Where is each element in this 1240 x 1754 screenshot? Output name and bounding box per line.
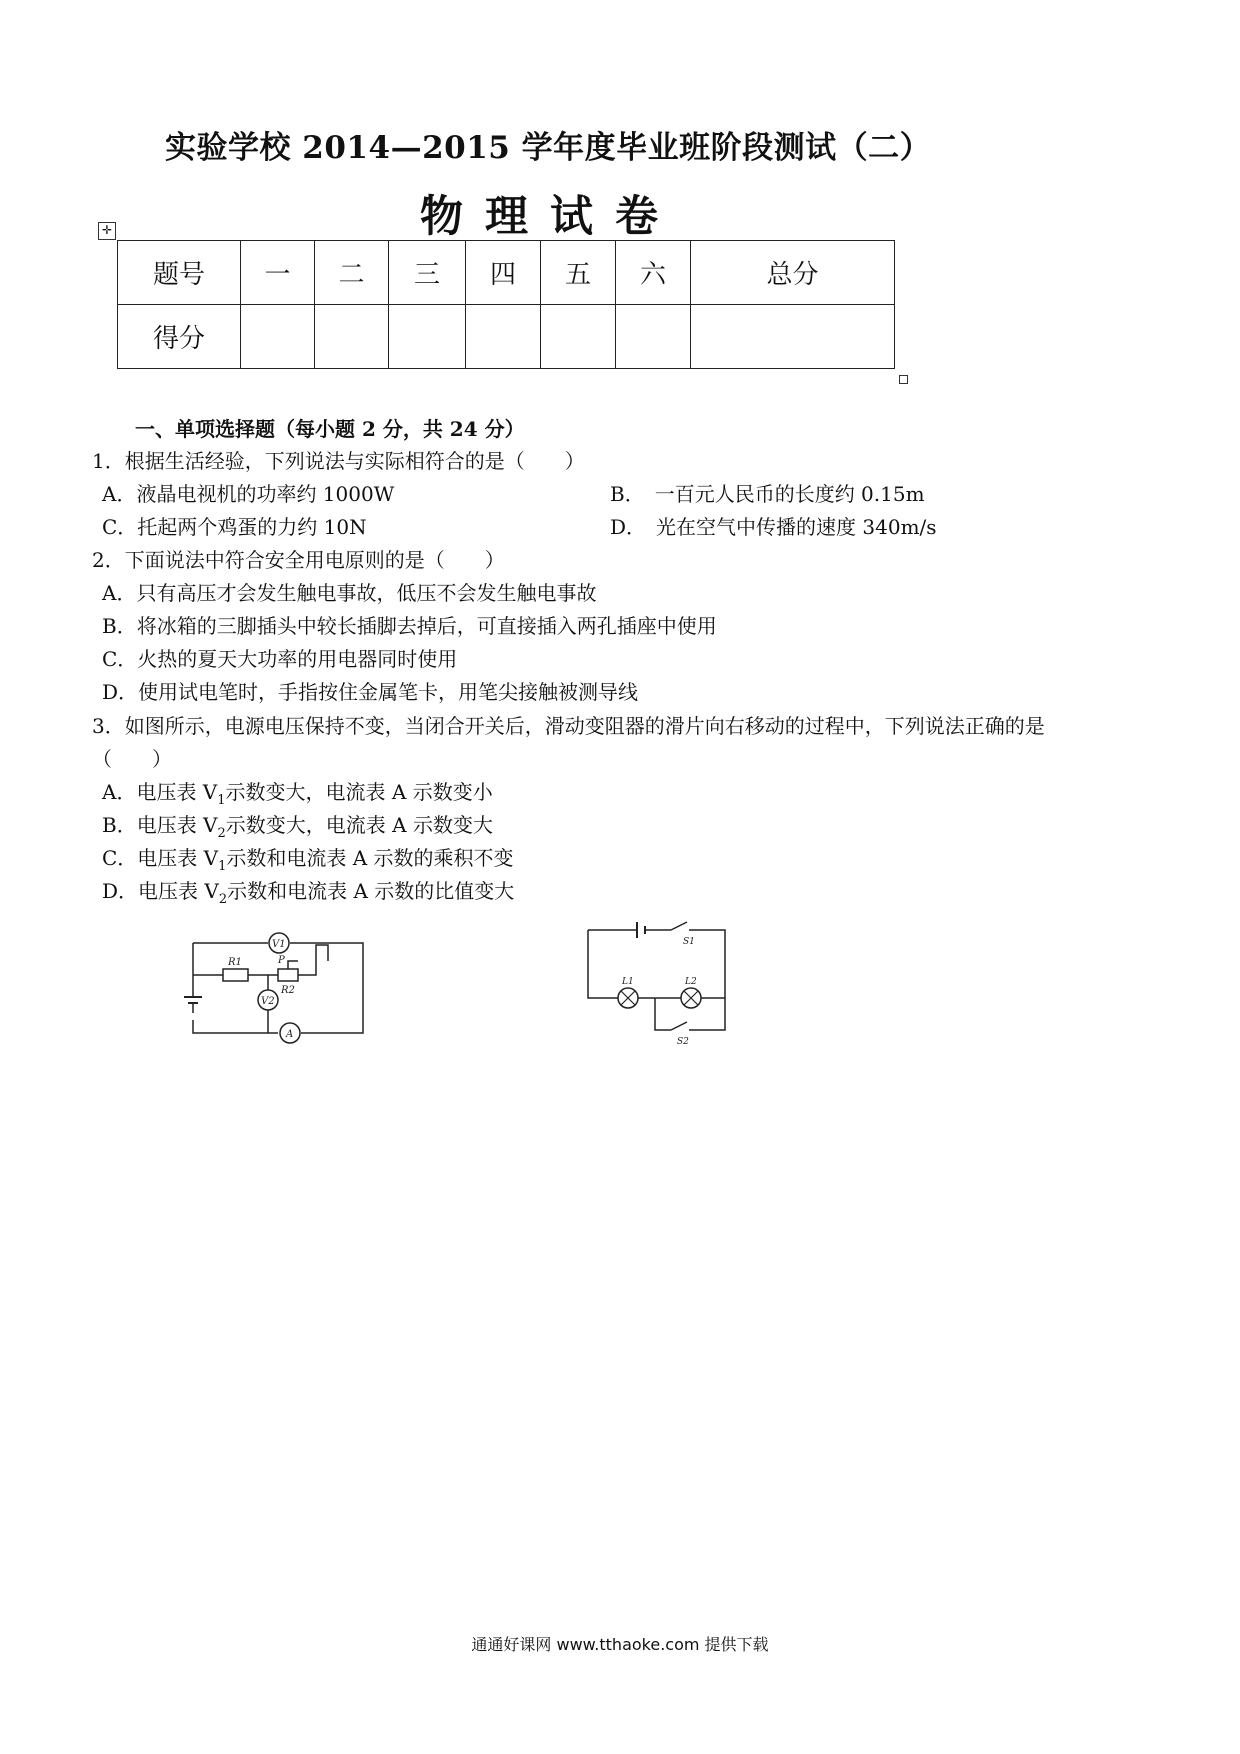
footer-source: 通通好课网 www.tthaoke.com 提供下载 xyxy=(471,1635,769,1654)
score-table-column-header: 五 xyxy=(541,241,616,305)
score-table-row-label: 得分 xyxy=(118,305,241,369)
table-move-handle-icon[interactable]: ✛ xyxy=(98,222,116,240)
circuit2-s2-label: S2 xyxy=(677,1037,689,1047)
score-table-column-header: 一 xyxy=(241,241,315,305)
question-3-stem-continued: （ ） xyxy=(92,747,172,771)
score-cell[interactable] xyxy=(541,305,616,369)
question-2-option-a: A．只有高压才会发生触电事故，低压不会发生触电事故 xyxy=(102,581,597,605)
question-3-option-b: B．电压表 $V_2$示数变大，电流表 A 示数变大 xyxy=(102,813,493,841)
score-cell[interactable] xyxy=(466,305,541,369)
circuit1-v2-label: V2 xyxy=(261,996,275,1007)
score-cell[interactable] xyxy=(691,305,895,369)
circuit2-l1-label: L1 xyxy=(622,977,634,987)
circuit1-r1-label: R1 xyxy=(228,957,242,968)
circuit-diagram-1 xyxy=(168,925,373,1055)
circuit1-ammeter-label: A xyxy=(286,1029,294,1040)
question-2-option-d: D．使用试电笔时，手指按住金属笔卡，用笔尖接触被测导线 xyxy=(102,680,639,704)
score-cell[interactable] xyxy=(389,305,466,369)
circuit1-p-label: P xyxy=(278,955,285,966)
question-3-option-a: A．电压表 $V_1$示数变大，电流表 A 示数变小 xyxy=(102,780,493,808)
score-cell[interactable] xyxy=(315,305,389,369)
question-1-option-a: A．液晶电视机的功率约 1000W xyxy=(102,482,395,506)
exam-title: 实验学校 2014—2015 学年度毕业班阶段测试（二） xyxy=(165,130,932,166)
circuit2-s1-label: S1 xyxy=(683,937,695,947)
question-1-option-b: B． 一百元人民币的长度约 0.15m xyxy=(610,482,925,506)
table-resize-handle-icon[interactable] xyxy=(899,375,908,384)
score-table-column-header: 六 xyxy=(616,241,691,305)
question-3-option-d: D．电压表 $V_2$示数和电流表 A 示数的比值变大 xyxy=(102,879,515,907)
score-table-column-header: 二 xyxy=(315,241,389,305)
score-cell[interactable] xyxy=(241,305,315,369)
question-3-option-c: C．电压表 $V_1$示数和电流表 A 示数的乘积不变 xyxy=(102,846,514,874)
question-2-stem: 2．下面说法中符合安全用电原则的是（ ） xyxy=(92,548,505,572)
question-1-option-c: C．托起两个鸡蛋的力约 10N xyxy=(102,515,367,539)
score-table-column-header: 三 xyxy=(389,241,466,305)
circuit-diagram-2 xyxy=(583,918,733,1050)
circuit1-r2-label: R2 xyxy=(281,985,295,996)
score-table-row-label: 题号 xyxy=(118,241,241,305)
question-1-option-d: D． 光在空气中传播的速度 340m/s xyxy=(610,515,937,539)
score-table-score-row xyxy=(118,305,895,369)
circuit2-l2-label: L2 xyxy=(685,977,697,987)
circuit1-v1-label: V1 xyxy=(272,939,286,950)
question-2-option-b: B．将冰箱的三脚插头中较长插脚去掉后，可直接插入两孔插座中使用 xyxy=(102,614,717,638)
score-cell[interactable] xyxy=(616,305,691,369)
section-heading: 一、单项选择题（每小题 2 分，共 24 分） xyxy=(135,417,525,441)
question-1-stem: 1．根据生活经验，下列说法与实际相符合的是（ ） xyxy=(92,449,585,473)
question-3-stem: 3．如图所示，电源电压保持不变，当闭合开关后，滑动变阻器的滑片向右移动的过程中，下列说法正确的是 xyxy=(92,714,1045,738)
exam-subtitle: 物理试卷 xyxy=(420,192,680,242)
score-table-column-header: 总分 xyxy=(691,241,895,305)
score-table-column-header: 四 xyxy=(466,241,541,305)
score-table-header-row xyxy=(118,241,895,305)
score-table xyxy=(117,240,895,369)
question-2-option-c: C．火热的夏天大功率的用电器同时使用 xyxy=(102,647,458,671)
